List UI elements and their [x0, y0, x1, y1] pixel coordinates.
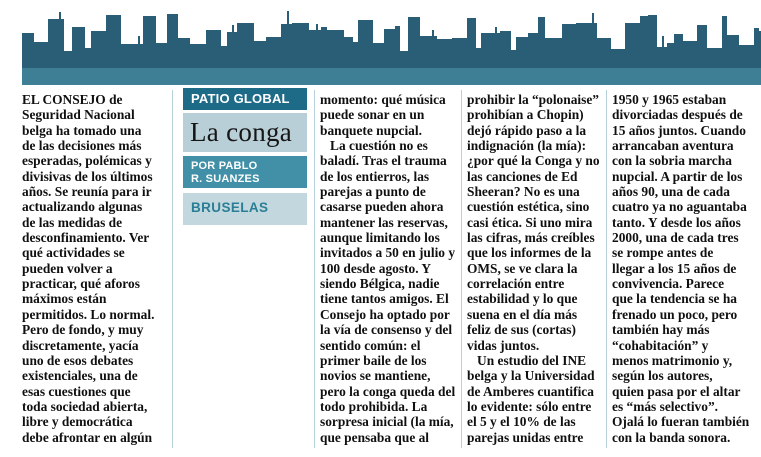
article-text-line: debe afrontar en algún — [22, 429, 153, 445]
article-text-line: 2000, una de cada tres — [612, 230, 739, 246]
article-text-line: existenciales, una de — [22, 368, 138, 384]
article-text-line: 100 desde agosto. Y — [320, 260, 432, 276]
article-text-line: de los entierros, las — [320, 168, 430, 184]
article-text-line: de Amberes cuantifica — [467, 383, 594, 399]
article-text-line: las canciones de Ed — [467, 168, 578, 184]
article-text-line: lo evidente: sólo entre — [467, 398, 592, 414]
article-text-line: Ojalá lo fueran también — [612, 414, 750, 430]
article-text-line: qué actividades se — [22, 245, 125, 261]
article-text-line: correlación entre — [467, 276, 565, 292]
article-text-line: uno de esos debates — [22, 352, 134, 368]
article-text-line: arrancaban aventura — [612, 138, 734, 154]
article-text-line: permitidos. Lo normal. — [22, 306, 155, 322]
article-text-line: años. Se reunía para ir — [22, 184, 152, 200]
article-text-line: las cifras, más creíbles — [467, 230, 595, 246]
article-text-line: años 90, una de cada — [612, 184, 730, 200]
article-text-line: llegar a los 15 años de — [612, 260, 737, 276]
article-column-2 — [320, 92, 460, 445]
article-text-line: prohibir la “polonaise” — [467, 92, 599, 107]
article-text-line: actualizando algunas — [22, 199, 143, 215]
article-text-line: con la sobria marcha — [612, 153, 732, 169]
article-text-line: máximos están — [22, 291, 107, 307]
article-text-line: cuatro ya no aguantaba — [612, 199, 747, 215]
section-kicker — [183, 88, 307, 110]
article-text-line: mantener las reservas, — [320, 214, 448, 230]
masthead-band — [22, 68, 761, 85]
article-text-line: Seguridad Nacional — [22, 107, 135, 123]
article-text-line: con la banda sonora. — [612, 429, 731, 445]
article-text-line: belga y la Universidad — [467, 368, 595, 384]
article-text-line: que la tendencia se ha — [612, 291, 737, 307]
article-text-line: momento: qué música — [320, 92, 446, 107]
article-column-1 — [22, 92, 172, 445]
article-text-line: divorciadas después de — [612, 107, 743, 123]
article-text-line: 15 años juntos. Cuando — [612, 122, 746, 138]
article-text-line: puede sonar en un — [320, 107, 425, 123]
article-text-line: que pensaba que al — [320, 429, 430, 445]
article-text-line: Un estudio del INE — [467, 352, 587, 368]
byline-line-2: R. SUANZES — [191, 173, 260, 185]
article-text-line: pueden volver a — [22, 260, 113, 276]
article-text-line: también hay más — [612, 322, 710, 338]
article-text-line: se rompe antes de — [612, 245, 714, 261]
column-divider — [314, 90, 315, 448]
article-text-line: desconfinamiento. Ver — [22, 230, 150, 246]
skyline-path — [22, 11, 761, 68]
article-text-line: primer baile de los — [320, 352, 427, 368]
article-text-line: de las medidas de — [22, 214, 123, 230]
article-text-line: es “más selectivo”. — [612, 398, 718, 414]
article-text-line: pero la conga queda del — [320, 383, 456, 399]
article-text-line: ¿por qué la Conga y no — [467, 153, 600, 169]
article-text-line: baladí. Tras el trauma — [320, 153, 447, 169]
article-text-line: tiene tantos amigos. El — [320, 291, 449, 307]
article-text-line: estabilidad y lo que — [467, 291, 578, 307]
article-text-line: aunque limitando los — [320, 230, 440, 246]
article-text-line: frenado un poco, pero — [612, 306, 738, 322]
article-text-line: casarse pueden ahora — [320, 199, 444, 215]
article-text-line: discretamente, yacía — [22, 337, 139, 353]
article-text-line: Consejo ha optado por — [320, 306, 450, 322]
article-text-line: 1950 y 1965 estaban — [612, 92, 727, 107]
article-text-line: toda sociedad abierta, — [22, 398, 148, 414]
article-text-line: de las decisiones más — [22, 138, 142, 154]
dateline-label: BRUSELAS — [191, 200, 269, 215]
article-text-line: sorpresa inicial (la mía, — [320, 414, 454, 430]
byline-line-1: POR PABLO — [191, 160, 258, 172]
article-text-line: “cohabitación” y — [612, 337, 709, 353]
article-text-line: sentido común: el — [320, 337, 421, 353]
article-text-line: todo prohibida. La — [320, 398, 428, 414]
article-text-line: vidas juntos. — [467, 337, 540, 353]
article-column-3 — [467, 92, 607, 445]
article-text-line: esas cuestiones que — [22, 383, 131, 399]
article-text-line: OMS, se ve clara la — [467, 260, 578, 276]
article-text-line: cuestión estética, sino — [467, 199, 590, 215]
article-text-line: parejas a punto de — [320, 184, 426, 200]
article-text-line: La cuestión no es — [320, 138, 428, 154]
article-text-line: Sheeran? No es una — [467, 184, 580, 200]
article-text-line: invitados a 50 en julio y — [320, 245, 456, 261]
section-kicker-label: PATIO GLOBAL — [191, 91, 290, 106]
article-text-line: esperadas, polémicas y — [22, 153, 152, 169]
article-column-4 — [612, 92, 760, 445]
article-text-line: siendo Bélgica, nadie — [320, 276, 440, 292]
article-text-line: suena en el día más — [467, 306, 578, 322]
article-text-line: menos matrimonio y, — [612, 352, 733, 368]
article-text-line: EL CONSEJO de — [22, 92, 123, 107]
article-text-line: divisivas de los últimos — [22, 168, 153, 184]
article-headline-text: La conga — [190, 117, 293, 147]
article-text-line: nupcial. A partir de los — [612, 168, 743, 184]
article-headline — [183, 113, 307, 152]
article-text-line: quien pasa por el altar — [612, 383, 741, 399]
article-text-line: que los informes de la — [467, 245, 592, 261]
article-text-line: dejó rápido paso a la — [467, 122, 587, 138]
article-text-line: novios se mantiene, — [320, 368, 431, 384]
column-divider — [172, 90, 173, 448]
article-text-line: indignación (la mía): — [467, 138, 587, 154]
article-text-line: según los autores, — [612, 368, 713, 384]
author-byline — [183, 156, 307, 188]
article-text-line: casi ética. Si uno mira — [467, 214, 593, 230]
article-text-line: la vía de consenso y del — [320, 322, 453, 338]
dateline — [183, 193, 307, 225]
article-text-line: prohibían a Chopin) — [467, 107, 584, 123]
article-text-line: el 5 y el 10% de las — [467, 414, 576, 430]
column-divider — [461, 90, 462, 448]
article-text-line: Pero de fondo, y muy — [22, 322, 144, 338]
article-text-line: tanto. Y desde los años — [612, 214, 741, 230]
article-text-line: convivencia. Parece — [612, 276, 725, 292]
city-skyline-graphic — [22, 8, 761, 68]
article-text-line: parejas unidas entre — [467, 429, 584, 445]
article-text-line: practicar, qué aforos — [22, 276, 140, 292]
article-text-line: banquete nupcial. — [320, 122, 422, 138]
article-text-line: libre y democrática — [22, 414, 133, 430]
article-text-line: feliz de sus (cortas) — [467, 322, 576, 338]
article-text-line: belga ha tomado una — [22, 122, 142, 138]
